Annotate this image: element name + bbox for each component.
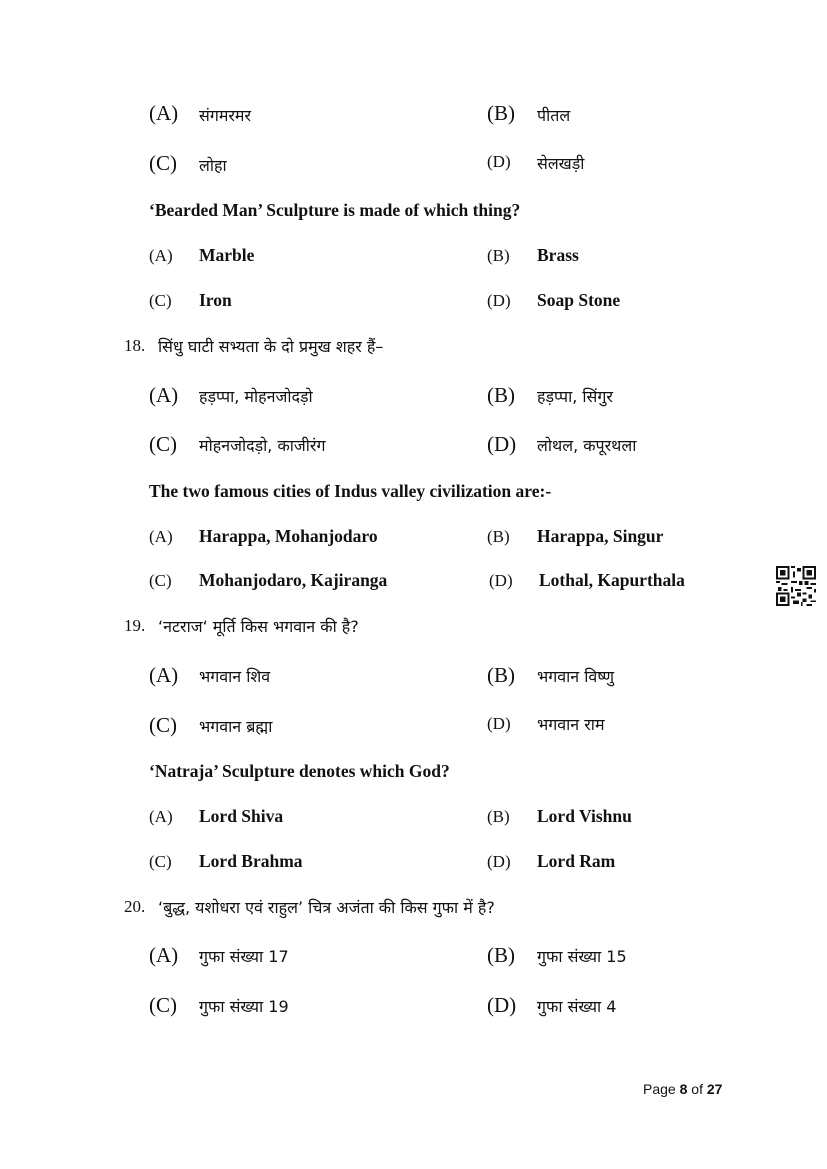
option-label: (B) [487, 101, 515, 125]
option-text: Mohanjodaro, Kajiranga [199, 570, 388, 590]
option-text: भगवान राम [537, 715, 605, 734]
question-number: 19. [124, 616, 146, 635]
option-label: (B) [487, 246, 510, 265]
option-label: (A) [149, 101, 179, 125]
option-text: गुफा संख्या 19 [199, 997, 289, 1016]
option-label: (C) [149, 291, 172, 310]
question-text-en: ‘Bearded Man’ Sculpture is made of which thing? [149, 200, 521, 220]
qr-code-icon [776, 566, 816, 606]
option-label: (B) [487, 527, 510, 546]
page-word: Page [643, 1081, 676, 1097]
option-label: (C) [149, 571, 172, 590]
option-label: (B) [487, 807, 510, 826]
option-text: संगमरमर [199, 106, 252, 125]
option-text: भगवान शिव [199, 667, 271, 686]
option-label: (C) [149, 151, 177, 175]
option-text: लोहा [199, 156, 227, 175]
option-text: गुफा संख्या 15 [537, 947, 627, 966]
option-label: (A) [149, 663, 179, 687]
option-text: Lord Brahma [199, 851, 303, 871]
option-label: (D) [487, 993, 517, 1017]
question-number: 18. [124, 336, 146, 355]
question-number: 20. [124, 897, 146, 916]
page-total: 27 [706, 1081, 723, 1097]
option-text: Lord Shiva [199, 806, 284, 826]
option-text: Iron [199, 290, 232, 310]
option-text: Lord Ram [537, 851, 616, 871]
option-label: (C) [149, 852, 172, 871]
option-label: (C) [149, 432, 177, 456]
option-label: (C) [149, 993, 177, 1017]
option-label: (D) [487, 291, 511, 310]
option-label: (B) [487, 663, 515, 687]
option-label: (D) [487, 714, 511, 733]
option-text: Lord Vishnu [537, 806, 632, 826]
option-label: (A) [149, 527, 173, 546]
option-text: भगवान ब्रह्मा [199, 717, 273, 736]
question-text-hi: सिंधु घाटी सभ्यता के दो प्रमुख शहर हैं– [158, 337, 384, 356]
option-text: भगवान विष्णु [537, 667, 615, 686]
option-label: (D) [489, 571, 513, 590]
option-text: हड़प्पा, सिंगुर [537, 387, 613, 406]
question-text-en: The two famous cities of Indus valley civilization are:- [149, 481, 552, 501]
option-label: (B) [487, 383, 515, 407]
option-text: Lothal, Kapurthala [539, 570, 685, 590]
page-number [643, 1081, 722, 1097]
option-text: हड़प्पा, मोहनजोदड़ो [199, 387, 313, 406]
page-current: 8 [679, 1081, 688, 1097]
option-label: (B) [487, 943, 515, 967]
option-label: (A) [149, 383, 179, 407]
option-text: Harappa, Singur [537, 526, 664, 546]
option-text: Soap Stone [537, 290, 621, 310]
option-label: (A) [149, 807, 173, 826]
option-label: (D) [487, 852, 511, 871]
option-text: Brass [537, 245, 579, 265]
option-text: लोथल, कपूरथला [537, 436, 637, 455]
option-text: गुफा संख्या 17 [199, 947, 289, 966]
option-label: (D) [487, 152, 511, 171]
option-text: Harappa, Mohanjodaro [199, 526, 378, 546]
option-text: पीतल [537, 106, 571, 125]
question-text-en: ‘Natraja’ Sculpture denotes which God? [149, 761, 450, 781]
option-label: (C) [149, 713, 177, 737]
option-label: (A) [149, 246, 173, 265]
option-text: मोहनजोदड़ो, काजीरंग [199, 436, 326, 455]
option-label: (D) [487, 432, 517, 456]
option-text: गुफा संख्या 4 [537, 997, 617, 1016]
question-text-hi: ‘बुद्ध, यशोधरा एवं राहुल’ चित्र अजंता की किस गुफा में है? [158, 898, 495, 917]
of-word: of [691, 1081, 703, 1097]
question-text-hi: ‘नटराज‘ मूर्ति किस भगवान की है? [158, 617, 359, 636]
option-text: Marble [199, 245, 255, 265]
option-label: (A) [149, 943, 179, 967]
option-text: सेलखड़ी [537, 154, 585, 173]
